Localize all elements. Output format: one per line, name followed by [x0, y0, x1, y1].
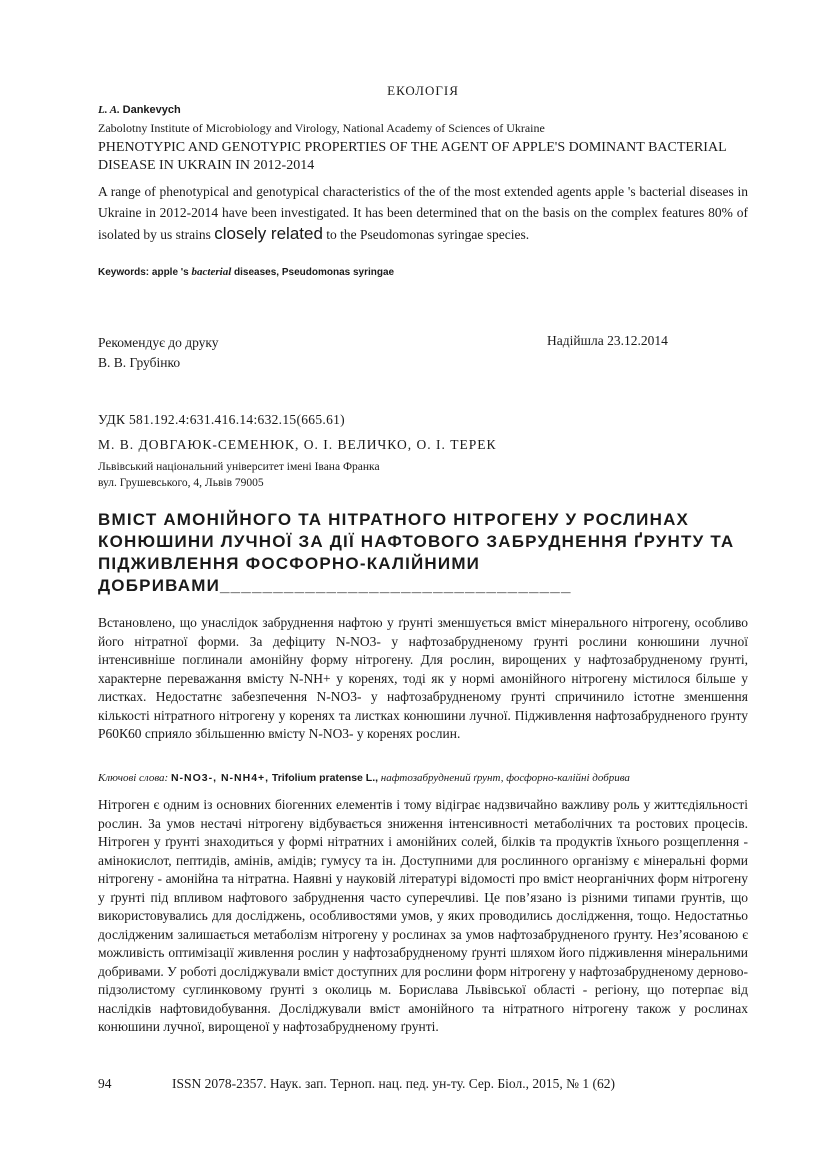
authors-ua: М. В. ДОВГАЮК-СЕМЕНЮК, О. І. ВЕЛИЧКО, О. І. ТЕРЕК: [98, 437, 497, 452]
keywords-en-rest: diseases, Pseudomonas syringae: [234, 267, 395, 278]
institution-en: Zabolotny Institute of Microbiology and Virology, National Academy of Sciences of Ukraine: [98, 121, 545, 135]
article-title-en: PHENOTYPIC AND GENOTYPIC PROPERTIES OF THE AGENT OF APPLE'S DOMINANT BACTERIAL DISEASE IN UKRAIN IN 2012-2014: [98, 140, 727, 173]
abstract-en-highlight: closely related: [214, 224, 323, 243]
keywords-en-italic: bacterial: [191, 266, 232, 278]
author-surname: Dankevych: [122, 104, 181, 116]
keywords-ua-bold-2: Trifolium pratense L.,: [271, 772, 379, 784]
institution-ua-line-2: вул. Грушевського, 4, Львів 79005: [98, 477, 264, 489]
received-date: Надійшла 23.12.2014: [547, 333, 668, 348]
institution-ua: [98, 459, 380, 491]
keywords-ua-rest: нафтозабруднений ґрунт, фосфорно-калійні добрива: [380, 772, 630, 784]
keywords-ua: [98, 772, 758, 784]
abstract-en-part1: A range of phenotypical and genotypical characteristics of the of the most extended agents apple 's bacterial diseases in Ukraine in 2012-2014 have been investigated. It has been determined that on the basis on the complex features 80% of isolated by us strains: [98, 184, 748, 242]
abstract-en-part2: to the Pseudomonas syringae species.: [326, 227, 530, 242]
section-heading: ЕКОЛОГІЯ: [387, 83, 459, 98]
abstract-ua: Встановлено, що унаслідок забруднення нафтою у ґрунті зменшується вміст мінерального нітрогену, особливо його нітратної форми. За дефіциту N-NO3- у нафтозабрудненому ґрунті рослини конюшини лучної інтенсивніше поглинали амонійну форму нітрогену. Для рослин, вирощених у нафтозабрудненому ґрунті, характерне переважання вмісту N-NH+ у коренях, тоді як у нормі амонійного нітрогену містилося більше у листках. Недостатнє забезпечення N-NO3- у нафтозабрудненому ґрунті спричинило істотне зменшення кількості нітратного нітрогену у коренях та листках конюшини лучної. Підживлення нафтозабрудненого ґрунту Р60К60 сприяло збільшенню вмісту N-NO3- у коренях рослин.: [98, 615, 748, 741]
page-footer: [98, 1076, 748, 1092]
recommendation: [98, 333, 219, 373]
keywords-ua-bold-1: N-NO3-, N-NH4+,: [170, 772, 270, 784]
recommend-line-1: Рекомендує до друку: [98, 335, 219, 350]
keywords-ua-label: Ключові слова:: [98, 772, 169, 784]
author-en: [98, 104, 181, 116]
journal-reference: ISSN 2078-2357. Наук. зап. Терноп. нац. пед. ун-ту. Сер. Біол., 2015, № 1 (62): [172, 1076, 615, 1091]
page-number: 94: [98, 1076, 112, 1091]
institution-ua-line-1: Львівський національний університет імені Івана Франка: [98, 461, 380, 473]
abstract-en: [98, 181, 748, 245]
recommend-line-2: В. В. Грубінко: [98, 355, 181, 370]
udk-code: УДК 581.192.4:631.416.14:632.15(665.61): [98, 412, 345, 427]
author-initials: L. A.: [98, 104, 120, 116]
keywords-en-label: Keywords: apple 's: [98, 267, 189, 278]
body-text: Нітроген є одним із основних біогенних елементів і тому відіграє надзвичайно важливу роль у життєдіяльності рослин. За умов нестачі нітрогену відбувається зниження інтенсивності метаболічних та ростових процесів. Нітроген у ґрунті знаходиться у формі нітратних і амонійних солей, білків та продуктів їхнього розщеплення - амінокислот, пептидів, амінів, амідів; гумусу та ін. Доступними для рослинного організму є мінеральні форми нітрогену - амонійна та нітратна. Наявні у науковій літературі відомості про вміст неорганічних форм нітрогену у ґрунті під впливом нафтового забруднення часто суперечливі. Це пов’язано із різними типами ґрунтів, що використовувались для досліджень, особливостями умов, у яких проводились дослідження, тощо. Недостатньо дослідженим залишається метаболізм нітрогену у рослинах за умов нафтозабрудненого ґрунту. Нез’ясованою є можливість оптимізації живлення рослин у нафтозабрудненому ґрунті шляхом його підживлення мінеральними добривами. У роботі досліджували вміст доступних для рослини форм нітрогену у нафтозабрудненому дерново-підзолистому суглинковому ґрунті з околиць м. Борислава Львівської області - регіону, що потерпає від наслідків нафтовидобування. Досліджували вміст амонійного та нітратного нітрогену також у рослинах конюшини лучної, вирощеної у нафтозабрудненому ґрунті.: [98, 797, 748, 1034]
keywords-en: [98, 266, 394, 278]
article-title-ua: ВМІСТ АМОНІЙНОГО ТА НІТРАТНОГО НІТРОГЕНУ У РОСЛИНАХ КОНЮШИНИ ЛУЧНОЇ ЗА ДІЇ НАФТОВОГО ЗАБРУДНЕННЯ ҐРУНТУ ТА ПІДЖИВЛЕННЯ ФОСФОРНО-КАЛІЙНИМИ ДОБРИВАМИ_________________________________: [98, 510, 735, 595]
